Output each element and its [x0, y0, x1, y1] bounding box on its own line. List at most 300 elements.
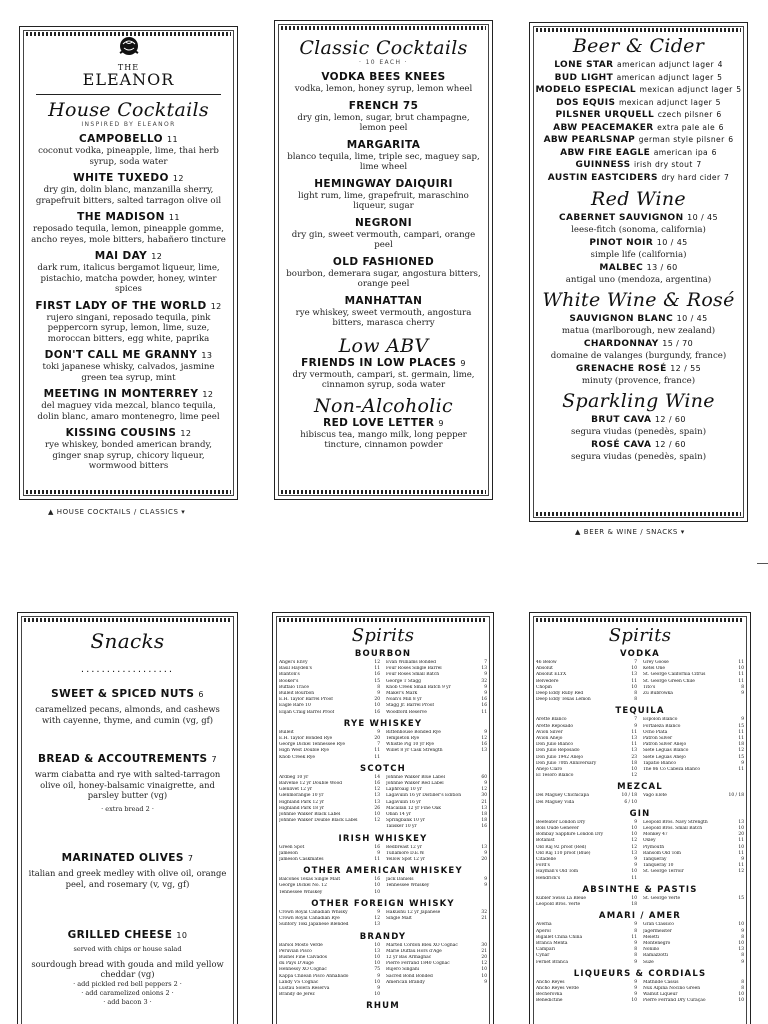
spirit-column [643, 660, 744, 703]
spirit-price: 12 [374, 818, 380, 824]
beer-item [534, 109, 743, 122]
item-name: PINOT NOIR [589, 238, 654, 248]
spirit-name: Avion Silver [536, 729, 563, 735]
spirit-name: Jägermeister [643, 928, 672, 934]
spirit-price: 75 [374, 967, 380, 973]
spirit-price: 7 [634, 717, 637, 723]
item-price: 12 / 60 [654, 440, 686, 449]
item-heading [530, 363, 747, 376]
spirit-price: 9 [484, 691, 487, 697]
beer-price: 5 [736, 85, 742, 94]
snack-item [28, 688, 227, 725]
spirit-column [386, 943, 487, 999]
beer-style: dry hard cider [661, 172, 721, 182]
rose-logo-icon [116, 35, 142, 59]
spirit-section-heading: SCOTCH [360, 763, 406, 774]
item-heading [530, 439, 747, 452]
menu-item [30, 250, 227, 295]
spirit-name: Hennessy XO Cognac [279, 967, 327, 973]
spirit-name: High West Double Rye [279, 748, 329, 754]
spirits-title: Spirits [351, 625, 415, 646]
spirit-name: Brandy de Jerez [279, 992, 315, 998]
sparkling-wine-title: Sparkling Wine [562, 390, 715, 412]
item-description: minuty (provence, france) [581, 375, 696, 386]
spirit-price: 16 [374, 877, 380, 883]
spirit-price: 9 [484, 672, 487, 678]
spirit-name: Montenegro [643, 940, 671, 946]
spirit-price: 15 [738, 754, 744, 760]
card-frill-bottom [281, 490, 486, 494]
spirit-price: 13 [631, 672, 637, 678]
item-name: BRUT CAVA [591, 415, 652, 425]
spirit-name: Macallan 12 yr Fine Oak [386, 805, 441, 811]
spirit-name: Bulleit Bourbon [279, 691, 315, 697]
spirit-name: Oxley [643, 838, 656, 844]
spirit-name: Hayman's Old Tom [536, 869, 578, 875]
item-heading [530, 313, 747, 326]
spirit-section-heading: LIQUEURS & CORDIALS [573, 968, 707, 979]
spirit-price: 10 [738, 922, 744, 928]
spirit-name: Nux Alpina Nocino Green [643, 985, 701, 991]
snacks-title: Snacks [90, 629, 165, 653]
spirit-price: 32 [481, 909, 487, 915]
spirit-name: Peruvian Pisco [279, 948, 312, 954]
spirit-price: 10 [631, 998, 637, 1004]
item-heading [285, 256, 482, 269]
spirit-price: 10 [738, 992, 744, 998]
spirit-row [643, 767, 744, 773]
spirit-name: Jack Daniels [386, 877, 414, 883]
red-wine-list [530, 212, 747, 285]
item-price: 12 [151, 252, 163, 261]
spirit-row [536, 697, 637, 703]
spirit-price: 8 [634, 697, 637, 703]
spirit-price: 10 [481, 967, 487, 973]
spirit-name: Springbank 10 yr [386, 818, 425, 824]
spirit-name: Tito's [643, 684, 656, 690]
item-price: 12 / 60 [654, 415, 686, 424]
item-description: domaine de valanges (burgundy, france) [550, 350, 727, 361]
spirit-price: 32 [481, 678, 487, 684]
spirit-price: 9 [634, 979, 637, 985]
spirit-row [643, 896, 744, 902]
spirit-name: Oban 14 yr [386, 812, 411, 818]
item-price: 12 [180, 429, 192, 438]
spirit-price: 16 [374, 844, 380, 850]
card-frill-top [24, 618, 231, 622]
spirit-row [279, 755, 380, 761]
spirits-card-2 [529, 612, 751, 1024]
spirit-column [386, 910, 487, 929]
spirit-name: Nonino [643, 947, 660, 953]
spirit-price: 9 [634, 985, 637, 991]
item-name: SAUVIGNON BLANC [569, 314, 674, 324]
snack-description: sourdough bread with gouda and mild yellow cheddar (vg) [31, 958, 224, 979]
spirit-price: 9 [634, 992, 637, 998]
spirit-row [279, 818, 380, 824]
spirit-row [279, 890, 380, 896]
item-heading [285, 295, 482, 308]
spirit-row [536, 876, 637, 882]
spirit-price: 9 [484, 781, 487, 787]
spirit-name: Ford's [536, 863, 550, 869]
spirit-price: 10 [631, 767, 637, 773]
item-description: light rum, lime, grapefruit, maraschino liqueur, sugar [298, 190, 469, 211]
beer-style: german style pilsner [638, 135, 725, 144]
spirit-price: 9 [377, 850, 380, 856]
wine-item [530, 212, 747, 235]
spirits-title: Spirits [608, 625, 672, 646]
card-frill-bottom [536, 512, 741, 516]
spirit-name: George Dickel No. 12 [279, 883, 327, 889]
spirit-column [386, 845, 487, 864]
spirit-name: Del Maguey Vida [536, 799, 575, 805]
beer-name: GUINNESS [575, 160, 631, 170]
spirit-name: Beefeater London Dry [536, 819, 586, 825]
beer-name: ABW PEARLSNAP [543, 135, 636, 145]
spirit-price: 26 [374, 805, 380, 811]
spirit-price: 10 [374, 954, 380, 960]
spirit-column [386, 775, 487, 831]
beer-price: 6 [728, 135, 734, 144]
snack-price: 7 [211, 755, 218, 764]
spirit-name: Ocho Plata [643, 729, 668, 735]
house-cocktails-subtitle: INSPIRED BY ELEANOR [81, 121, 176, 128]
spirit-name: Tanqueray [643, 857, 667, 863]
spirit-price: 10 [631, 895, 637, 901]
spirit-price: 13 [631, 850, 637, 856]
spirit-name: St. George Terroir [643, 869, 684, 875]
spirit-section-heading: GIN [629, 808, 651, 819]
spirit-row [279, 992, 380, 998]
snack-note: · extra bread 2 · [101, 804, 154, 813]
item-description: dark rum, italicus bergamot liqueur, lime, pistachio, matcha powder, honey, winter spices [37, 263, 220, 294]
spirit-row [536, 998, 637, 1004]
item-price: 10 / 45 [687, 213, 719, 222]
spirit-price: 9 [377, 985, 380, 991]
snack-price: 7 [187, 854, 194, 863]
spirit-column [536, 660, 637, 703]
spirit-price: 8 [634, 691, 637, 697]
item-name: FRENCH 75 [348, 99, 419, 112]
beer-style: american adjunct lager [617, 60, 715, 69]
snack-description: caramelized pecans, almonds, and cashews with cayenne, thyme, and cumin (vg, gf) [35, 704, 220, 725]
spirit-name: Espolon Blanco [643, 717, 678, 723]
item-name: FIRST LADY OF THE WORLD [35, 299, 207, 312]
item-description: vodka, lemon, honey syrup, lemon wheel [294, 84, 473, 94]
spirit-row [386, 824, 487, 830]
classic-cocktails-title: Classic Cocktails [299, 37, 468, 59]
spirit-columns [273, 943, 493, 999]
spirit-section-heading: VODKA [620, 649, 660, 659]
spirit-price: 9 [741, 959, 744, 965]
beer-name: MODELO ESPECIAL [535, 85, 636, 95]
item-name: VODKA BEES KNEES [321, 71, 446, 83]
spirit-price: 11 [738, 767, 744, 773]
item-price: 13 / 60 [646, 263, 678, 272]
spirit-name: Rittenhouse Bonded Rye [386, 729, 441, 735]
spirit-name: Templeton Rye [386, 736, 420, 742]
spirit-price: 9 [634, 857, 637, 863]
spirit-name: Citadelle [536, 857, 556, 863]
item-price: 10 / 45 [656, 238, 688, 247]
spirit-price: 8 [741, 953, 744, 959]
spirit-price: 10 [738, 844, 744, 850]
beer-price: 6 [716, 110, 722, 119]
spirit-name: Crown Royal Canadian Whisky [279, 909, 348, 915]
menu-item [285, 139, 482, 173]
spirit-name: Botanist [536, 838, 555, 844]
beer-item [534, 134, 743, 147]
spirit-row [643, 691, 744, 697]
beer-price: 7 [696, 160, 702, 169]
spirit-price: 13 [738, 947, 744, 953]
item-price: 15 / 70 [662, 339, 694, 348]
menu-item [30, 427, 227, 472]
spirit-price: 13 [738, 819, 744, 825]
spirit-name: Belvedere [536, 678, 559, 684]
beer-style: mexican adjunct lager [639, 85, 733, 94]
beer-name: BUD LIGHT [554, 72, 614, 83]
beer-style: american ipa [653, 147, 709, 157]
snack-description: warm ciabatta and rye with salted-tarragon olive oil, honey-balsamic vinaigrette, and parsley butter (vg) [34, 769, 221, 800]
spirit-price: 9 [484, 877, 487, 883]
spirit-name: Bols Oude Genever [536, 826, 579, 832]
spirit-name: Maker's Mark [386, 691, 418, 697]
item-heading [530, 212, 747, 225]
item-description: segura viudas (penedès, spain) [570, 451, 707, 462]
spirit-price: 18 [481, 812, 487, 818]
item-name: MANHATTAN [344, 294, 423, 307]
spirit-price: 11 [631, 875, 637, 881]
spirit-name: Pierre Ferrand 1840 Cognac [386, 961, 450, 967]
spirit-price: 16 [481, 703, 487, 709]
item-name: CHARDONNAY [583, 339, 659, 349]
item-name: ROSÉ CAVA [591, 440, 652, 450]
spirit-price: 12 [631, 838, 637, 844]
snack-heading [28, 753, 227, 766]
spirit-name: Don Julio Blanco [536, 742, 574, 748]
spirit-price: 11 [738, 678, 744, 684]
spirit-price: 10 / 18 [621, 793, 637, 799]
spirit-price: 16 [481, 824, 487, 830]
menu-item [30, 388, 227, 422]
spirit-price: 10 [481, 973, 487, 979]
spirit-price: 12 [481, 787, 487, 793]
spirit-name: Old Raj 110 proof (Blue) [536, 850, 591, 856]
spirit-column [536, 793, 637, 805]
spirit-column [386, 730, 487, 761]
spirit-name: Booker's [279, 678, 299, 684]
spirit-name: Balcones Texas Single Malt [279, 877, 341, 883]
snack-heading [28, 688, 227, 701]
item-heading [285, 178, 482, 191]
spirit-name: Fortaleza Blanco [643, 723, 681, 729]
snack-name: MARINATED OLIVES [61, 852, 184, 864]
spirit-name: Grey Goose [643, 660, 669, 665]
card-frill-top [536, 28, 741, 32]
item-heading [530, 237, 747, 250]
spirit-price: 15 [738, 895, 744, 901]
spirit-name: Pierre Ferrand Dry Curaçao [643, 998, 706, 1004]
spirit-name: Green Spot [279, 844, 305, 850]
spirit-section-heading: RYE WHISKEY [343, 718, 423, 729]
spirit-column [279, 845, 380, 864]
spirit-column [643, 922, 744, 965]
spirit-name: El Tesoro Blanco [536, 773, 574, 779]
wine-item [530, 338, 747, 361]
spirit-name: Ardbeg 10 yr [279, 774, 309, 780]
beer-item [534, 172, 743, 185]
spirit-name: Añejo Claro [536, 767, 563, 773]
spirit-name: Aperol [536, 928, 551, 934]
caption-beer-snacks[interactable]: ▲ BEER & WINE / SNACKS ▾ [575, 528, 685, 536]
spirit-name: Jameson Caskmates [279, 857, 324, 863]
spirit-price: 9 [484, 684, 487, 690]
spirit-name: Avion Añejo [536, 736, 563, 742]
spirit-column [536, 980, 637, 1005]
snack-item [28, 753, 227, 814]
spirit-price: 30 [481, 942, 487, 948]
spirit-price: 8 [634, 928, 637, 934]
beer-style: irish dry stout [634, 160, 693, 169]
spirit-name: Kappa Chilean Pisco Anhabado [279, 973, 349, 979]
spirit-price: 9 [634, 940, 637, 946]
spirit-price: 20 [481, 857, 487, 863]
item-price: 12 / 55 [670, 364, 702, 373]
spirit-name: Johnnie Walker Red Label [386, 781, 444, 787]
dotted-divider: ·················· [80, 667, 175, 678]
item-name: MALBEC [599, 263, 644, 273]
spirit-column [386, 660, 487, 716]
spirit-price: 9 [741, 717, 744, 723]
spirit-price: 16 [374, 781, 380, 787]
classic-cocktails-subtitle: · 10 EACH · [358, 59, 409, 66]
item-price: 12 [210, 301, 222, 311]
spirit-row [536, 800, 637, 806]
spirit-name: Campari [536, 947, 556, 953]
item-description: dry gin, lemon, sugar, brut champagne, lemon peel [297, 112, 470, 133]
caption-house-classics[interactable]: ▲ HOUSE COCKTAILS / CLASSICS ▾ [48, 508, 186, 516]
item-name: DON'T CALL ME GRANNY [44, 349, 198, 361]
spirit-price: 8 [741, 684, 744, 690]
spirit-price: 7 [484, 660, 487, 665]
spirit-name: Bigallet China China [536, 934, 583, 940]
spirit-name: Averna [536, 922, 552, 928]
spirit-name: Monkey 47 [643, 832, 668, 838]
spirit-name: Talisker 10 yr [386, 824, 417, 830]
spirit-price: 11 [374, 666, 380, 672]
spirit-row [279, 710, 380, 716]
item-description: leese-fitch (sonoma, california) [571, 224, 706, 235]
spirit-name: Benedictine [536, 998, 563, 1004]
spirit-columns [530, 922, 750, 965]
spirit-price: 11 [738, 729, 744, 735]
spirit-section-heading: ABSINTHE & PASTIS [582, 884, 698, 895]
spirit-section-heading: BOURBON [354, 649, 412, 659]
snack-list [18, 688, 237, 1007]
spirit-column [279, 730, 380, 761]
spirit-price: 10 [631, 826, 637, 832]
spirit-name: Four Roses Single Barrel [386, 666, 442, 672]
spirit-name: Walnut Liqueur [643, 992, 678, 998]
item-heading [30, 300, 227, 313]
spirit-column [279, 775, 380, 831]
spirit-name: Woodford Reserve [386, 709, 427, 715]
wine-item [530, 414, 747, 437]
spirit-name: Suze [643, 959, 654, 965]
spirit-price: 16 [481, 742, 487, 748]
spirit-name: Cynar [536, 953, 550, 959]
snacks-card [17, 612, 238, 1024]
spirit-price: 13 [374, 922, 380, 928]
spirit-price: 10 [374, 812, 380, 818]
spirit-name: Patrón Silver Añejo [643, 742, 687, 748]
item-name: OLD FASHIONED [332, 255, 435, 268]
spirit-price: 11 [738, 838, 744, 844]
spirit-name: Barsol Mosto Verde [279, 942, 323, 948]
beer-item [534, 72, 743, 85]
spirit-columns [530, 660, 750, 703]
spirit-name: Old Raj 92 proof (Red) [536, 844, 587, 850]
item-heading [530, 414, 747, 427]
spirit-name: Lustau Solera Reserva [279, 985, 330, 991]
item-price: 12 [172, 174, 184, 183]
spirit-price: 13 [631, 736, 637, 742]
spirit-price: 8 [634, 947, 637, 953]
spirit-name: Arette Blanco [536, 717, 567, 723]
spirit-price: 12 [738, 869, 744, 875]
spirit-name: Ancho Reyes [536, 979, 565, 985]
spirit-name: E.H. Taylor Bonded Rye [279, 736, 333, 742]
spirit-column [279, 877, 380, 896]
spirit-price: 9 [484, 850, 487, 856]
spirit-column [643, 717, 744, 779]
spirit-section-heading: MEZCAL [617, 782, 663, 793]
item-description: rye whiskey, sweet vermouth, angostura bitters, marasca cherry [295, 307, 472, 328]
spirit-name: Basil Hayden's [279, 666, 312, 672]
spirit-name: Bulleit [279, 729, 294, 735]
spirit-price: 9 [377, 729, 380, 735]
spirit-name: Willet 8 yr Cask Strength [386, 748, 443, 754]
spirit-price: 11 [738, 736, 744, 742]
item-description: segura viudas (penedès, spain) [570, 426, 707, 437]
spirit-price: 11 [738, 863, 744, 869]
spirit-row [386, 710, 487, 716]
sparkling-wine-list [530, 414, 747, 462]
beer-name: ABW FIRE EAGLE [560, 147, 651, 158]
wine-item [530, 313, 747, 336]
spirit-name: Noah's Mill 8 yr [386, 697, 422, 703]
menu-item [285, 100, 482, 134]
spirit-name: Glenlivet 12 yr [279, 787, 312, 793]
item-heading [30, 349, 227, 362]
spirit-columns [273, 910, 493, 929]
spirit-name: Deep Eddy Texas Lemon [536, 697, 591, 703]
spirit-column [536, 922, 637, 965]
beer-style: czech pilsner [657, 110, 713, 119]
menu-item [285, 217, 482, 251]
spirit-price: 10 [374, 703, 380, 709]
spirit-price: 11 [631, 934, 637, 940]
spirit-name: Fernet Branca [536, 959, 568, 965]
spirit-price: 20 [738, 832, 744, 838]
spirit-price: 10 [374, 889, 380, 895]
beer-wine-card [529, 22, 748, 522]
snack-note: served with chips or house salad [73, 945, 182, 953]
spirit-name: E.H. Taylor Barrel Proof [279, 697, 333, 703]
spirit-name: Ancho Reyes Verde [536, 985, 579, 991]
